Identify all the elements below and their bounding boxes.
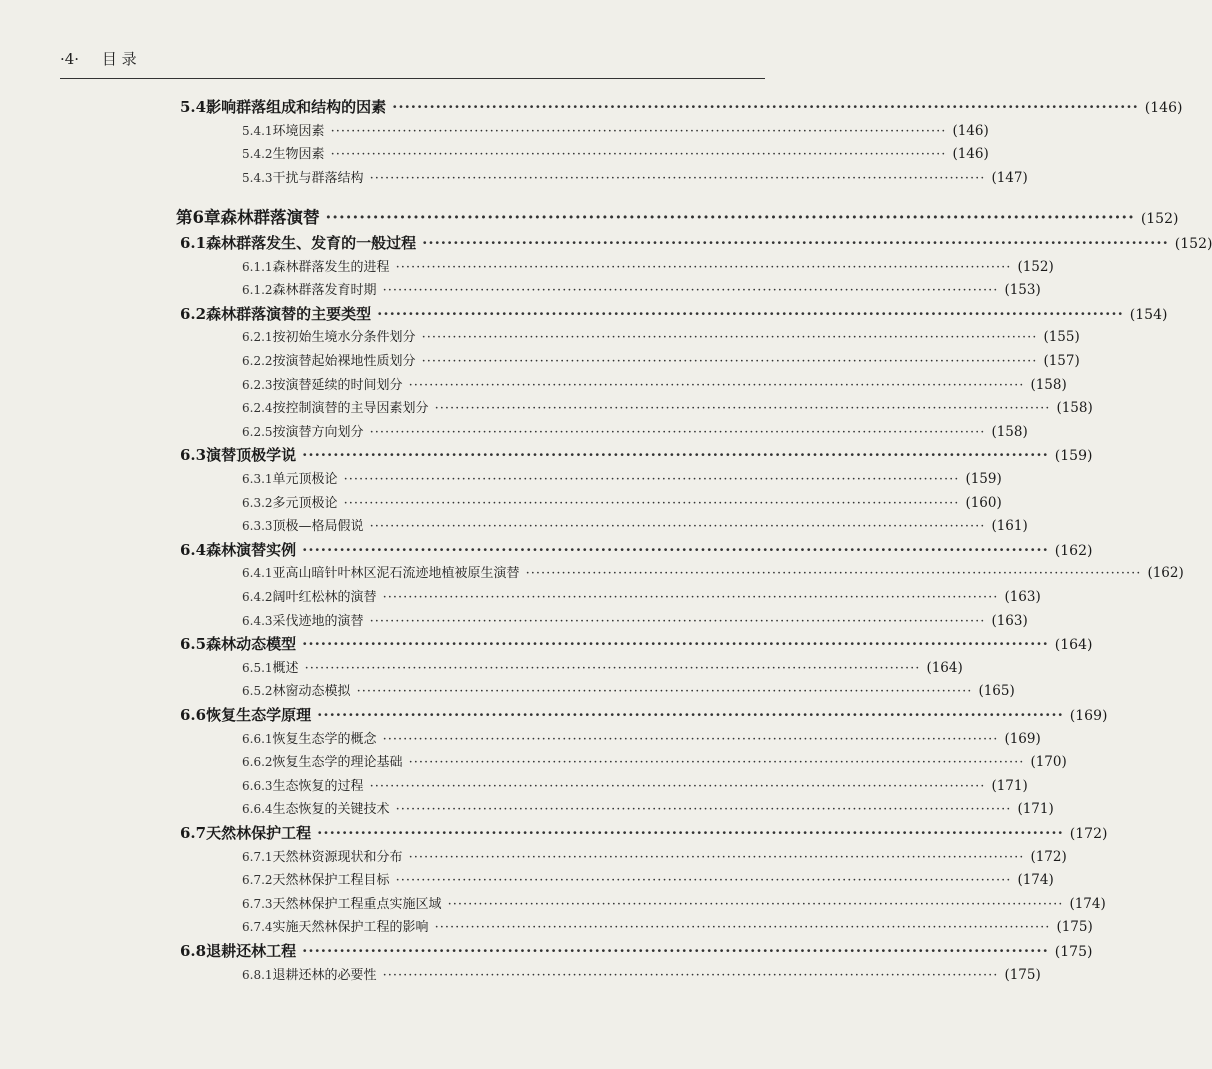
entry-title: 阔叶红松林的演替 — [272, 590, 377, 605]
toc-entry-section — [0, 444, 1093, 465]
toc-entry-sub — [0, 350, 1080, 369]
dot-leader: ························································································································ — [343, 495, 960, 511]
toc-entry-section — [0, 303, 1168, 324]
entry-page-number: (152) — [1140, 211, 1179, 228]
toc-entry-section — [0, 704, 1108, 725]
dot-leader: ························································································································ — [421, 330, 1038, 346]
entry-title: 按初始生境水分条件划分 — [272, 330, 416, 346]
toc-entry-section — [0, 539, 1093, 560]
toc-entry-sub — [0, 256, 1054, 275]
entry-title: 生态恢复的过程 — [272, 778, 364, 794]
entry-page-number: (158) — [991, 423, 1028, 440]
header-rule — [60, 78, 765, 79]
toc-entry-sub — [0, 397, 1093, 417]
dot-leader: ························································································································ — [382, 283, 999, 299]
entry-page-number: (175) — [1004, 966, 1041, 983]
entry-title: 按控制演替的主导因素划分 — [272, 401, 429, 417]
entry-title: 多元顶极论 — [272, 495, 338, 511]
entry-title: 林窗动态模拟 — [272, 684, 351, 700]
dot-leader: ························································································································ — [447, 896, 1064, 912]
dot-leader: ························································································································ — [382, 731, 999, 747]
dot-leader: ························································································································ — [408, 755, 1025, 771]
entry-number: 6.4.3 — [242, 613, 273, 628]
toc-entry-sub — [0, 515, 1028, 535]
entry-page-number: (175) — [1054, 944, 1093, 960]
entry-title: 干扰与群落结构 — [272, 170, 364, 186]
entry-title: 天然林保护工程目标 — [272, 873, 390, 889]
dot-leader: ························································································································ — [395, 802, 1012, 818]
toc-entry-section — [0, 940, 1093, 961]
entry-page-number: (163) — [991, 612, 1028, 629]
entry-number: 6.5 — [180, 635, 207, 654]
entry-number: 第6章 — [176, 208, 221, 228]
header-page-number: ·4· — [60, 50, 80, 68]
dot-leader: ························································································································ — [369, 519, 986, 535]
dot-leader: ························································································································ — [343, 472, 960, 487]
entry-page-number: (159) — [1054, 448, 1093, 465]
dot-leader: ························································································································ — [369, 613, 986, 629]
toc-entry-section — [0, 96, 1183, 117]
entry-number: 6.4.2 — [242, 590, 273, 604]
entry-title: 单元顶极论 — [272, 472, 338, 487]
entry-title: 按演替方向划分 — [272, 424, 364, 440]
entry-page-number: (175) — [1056, 919, 1093, 936]
header-title: 目 录 — [101, 50, 137, 68]
entry-title: 天然林保护工程重点实施区域 — [272, 896, 442, 912]
entry-number: 5.4.3 — [242, 170, 273, 185]
dot-leader: ························································································································ — [325, 208, 1135, 228]
entry-page-number: (170) — [1030, 754, 1067, 771]
dot-leader: ························································································································ — [369, 424, 986, 440]
entry-title: 恢复生态学原理 — [206, 706, 312, 724]
entry-title: 恢复生态学的理论基础 — [272, 755, 403, 771]
entry-page-number: (174) — [1017, 872, 1054, 889]
entry-page-number: (164) — [1054, 637, 1093, 654]
toc-entry-sub — [0, 326, 1080, 346]
entry-title: 亚高山暗针叶林区泥石流迹地植被原生演替 — [272, 566, 520, 582]
entry-page-number: (159) — [965, 471, 1002, 487]
entry-number: 6.8.1 — [242, 967, 273, 982]
entry-page-number: (171) — [1017, 801, 1054, 818]
entry-number: 6.5.2 — [242, 684, 273, 699]
entry-number: 6.7.4 — [242, 920, 273, 935]
dot-leader: ························································································································ — [302, 540, 1049, 559]
entry-page-number: (165) — [978, 683, 1015, 700]
entry-number: 6.3 — [180, 446, 207, 465]
dot-leader: ························································································································ — [525, 566, 1142, 582]
toc-entry-sub — [0, 421, 1028, 440]
toc-entry-sub — [0, 728, 1041, 747]
entry-page-number: (153) — [1004, 282, 1041, 299]
running-header — [60, 48, 137, 74]
entry-page-number: (169) — [1069, 708, 1108, 724]
toc-entry-sub — [0, 657, 963, 676]
dot-leader: ························································································································ — [377, 304, 1124, 323]
entry-page-number: (171) — [991, 777, 1028, 794]
entry-page-number: (146) — [1144, 100, 1183, 116]
dot-leader: ························································································································ — [395, 873, 1012, 889]
dot-leader: ························································································································ — [330, 147, 947, 163]
entry-page-number: (146) — [952, 122, 989, 139]
toc-entry-sub — [0, 492, 1002, 511]
dot-leader: ························································································································ — [369, 170, 986, 186]
entry-page-number: (164) — [926, 659, 963, 676]
entry-title: 采伐迹地的演替 — [272, 613, 364, 629]
entry-number: 6.6.4 — [242, 802, 273, 817]
entry-page-number: (154) — [1129, 306, 1168, 323]
dot-leader: ························································································································ — [422, 234, 1169, 252]
entry-title: 演替顶极学说 — [206, 446, 297, 465]
entry-title: 环境因素 — [272, 123, 325, 139]
entry-title: 退耕还林工程 — [206, 942, 297, 960]
entry-number: 6.1 — [180, 234, 207, 252]
toc-entry-sub — [0, 279, 1041, 299]
dot-leader: ························································································································ — [304, 660, 921, 676]
toc-entry-chapter — [0, 204, 1179, 228]
toc-entry-section — [0, 633, 1093, 654]
entry-title: 概述 — [272, 660, 299, 676]
entry-page-number: (152) — [1174, 236, 1212, 252]
entry-page-number: (163) — [1004, 589, 1041, 605]
toc-entry-sub — [0, 869, 1054, 889]
entry-number: 6.3.1 — [242, 472, 273, 486]
dot-leader: ························································································································ — [392, 98, 1139, 116]
toc-entry-sub — [0, 167, 1028, 186]
entry-number: 6.2.4 — [242, 401, 273, 416]
entry-number: 6.8 — [180, 942, 207, 960]
dot-leader: ························································································································ — [317, 706, 1064, 724]
toc-entry-sub — [0, 562, 1184, 582]
entry-number: 6.6.1 — [242, 731, 273, 746]
entry-page-number: (162) — [1054, 542, 1093, 559]
entry-title: 天然林资源现状和分布 — [272, 849, 403, 865]
entry-number: 6.7.1 — [242, 849, 273, 864]
entry-page-number: (155) — [1043, 329, 1080, 346]
entry-page-number: (174) — [1069, 895, 1106, 912]
entry-number: 5.4.1 — [242, 123, 273, 138]
entry-title: 森林群落发育时期 — [272, 283, 377, 299]
dot-leader: ························································································································ — [356, 684, 973, 700]
entry-title: 森林群落发生的进程 — [272, 259, 390, 275]
toc-entry-sub — [0, 680, 1015, 700]
dot-leader: ························································································································ — [302, 942, 1049, 960]
entry-number: 5.4.2 — [242, 147, 273, 162]
entry-page-number: (152) — [1017, 258, 1054, 275]
dot-leader: ························································································································ — [382, 967, 999, 983]
entry-page-number: (158) — [1030, 376, 1067, 393]
entry-number: 6.4.1 — [242, 566, 273, 581]
entry-number: 6.2.5 — [242, 424, 273, 439]
entry-title: 天然林保护工程 — [206, 824, 312, 842]
entry-title: 按演替延续的时间划分 — [272, 377, 403, 393]
dot-leader: ························································································································ — [421, 354, 1038, 369]
entry-number: 6.3.2 — [242, 495, 273, 510]
toc-entry-section — [0, 232, 1212, 253]
entry-page-number: (147) — [991, 169, 1028, 186]
entry-title: 森林动态模型 — [206, 635, 297, 654]
entry-title: 森林群落演替的主要类型 — [206, 304, 372, 323]
entry-page-number: (162) — [1147, 565, 1184, 582]
toc-entry-sub — [0, 751, 1067, 771]
dot-leader: ························································································································ — [434, 920, 1051, 936]
toc-entry-sub — [0, 374, 1067, 393]
dot-leader: ························································································································ — [434, 401, 1051, 417]
entry-number: 6.2 — [180, 304, 207, 323]
entry-page-number: (160) — [965, 494, 1002, 511]
entry-number: 6.6.2 — [242, 755, 273, 770]
entry-title: 森林群落演替 — [220, 208, 320, 228]
entry-page-number: (172) — [1069, 826, 1108, 842]
entry-number: 6.1.2 — [242, 283, 273, 298]
dot-leader: ························································································································ — [330, 123, 947, 139]
entry-page-number: (157) — [1043, 353, 1080, 369]
entry-page-number: (158) — [1056, 400, 1093, 417]
toc-entry-sub — [0, 846, 1067, 865]
entry-page-number: (172) — [1030, 848, 1067, 865]
toc-entry-sub — [0, 964, 1041, 983]
entry-number: 6.7.3 — [242, 896, 273, 911]
entry-number: 6.6.3 — [242, 778, 273, 793]
dot-leader: ························································································································ — [408, 377, 1025, 393]
toc-entry-sub — [0, 893, 1106, 912]
toc-entry-sub — [0, 586, 1041, 605]
toc-entry-sub — [0, 916, 1093, 936]
entry-title: 生态恢复的关键技术 — [272, 802, 390, 818]
dot-leader: ························································································································ — [395, 259, 1012, 275]
entry-title: 影响群落组成和结构的因素 — [206, 98, 387, 116]
entry-number: 6.2.2 — [242, 354, 273, 368]
toc-entry-sub — [0, 775, 1028, 794]
entry-title: 恢复生态学的概念 — [272, 731, 377, 747]
toc-entry-sub — [0, 120, 989, 139]
entry-title: 生物因素 — [272, 147, 325, 163]
entry-page-number: (169) — [1004, 730, 1041, 747]
entry-number: 6.5.1 — [242, 660, 273, 675]
entry-page-number: (146) — [952, 146, 989, 163]
toc-entry-section — [0, 822, 1108, 843]
entry-number: 6.2.3 — [242, 377, 273, 392]
entry-title: 顶极—格局假说 — [272, 519, 364, 535]
dot-leader: ························································································································ — [369, 778, 986, 794]
toc-entry-sub — [0, 610, 1028, 629]
entry-title: 森林演替实例 — [206, 540, 297, 559]
dot-leader: ························································································································ — [382, 590, 999, 605]
entry-number: 6.7 — [180, 824, 207, 842]
dot-leader: ························································································································ — [317, 824, 1064, 842]
entry-number: 6.6 — [180, 706, 207, 724]
entry-page-number: (161) — [991, 518, 1028, 535]
dot-leader: ························································································································ — [302, 446, 1049, 465]
entry-number: 6.1.1 — [242, 259, 273, 274]
entry-title: 退耕还林的必要性 — [272, 967, 377, 983]
entry-number: 5.4 — [180, 98, 207, 116]
entry-title: 按演替起始裸地性质划分 — [272, 354, 416, 369]
toc-entry-sub — [0, 143, 989, 163]
entry-title: 森林群落发生、发育的一般过程 — [206, 234, 417, 252]
entry-number: 6.4 — [180, 540, 207, 559]
dot-leader: ························································································································ — [302, 635, 1049, 654]
entry-title: 实施天然林保护工程的影响 — [272, 920, 429, 936]
entry-number: 6.3.3 — [242, 519, 273, 534]
entry-number: 6.2.1 — [242, 330, 273, 345]
toc-entry-sub — [0, 798, 1054, 818]
dot-leader: ························································································································ — [408, 849, 1025, 865]
entry-number: 6.7.2 — [242, 873, 273, 888]
toc-entry-sub — [0, 468, 1002, 487]
